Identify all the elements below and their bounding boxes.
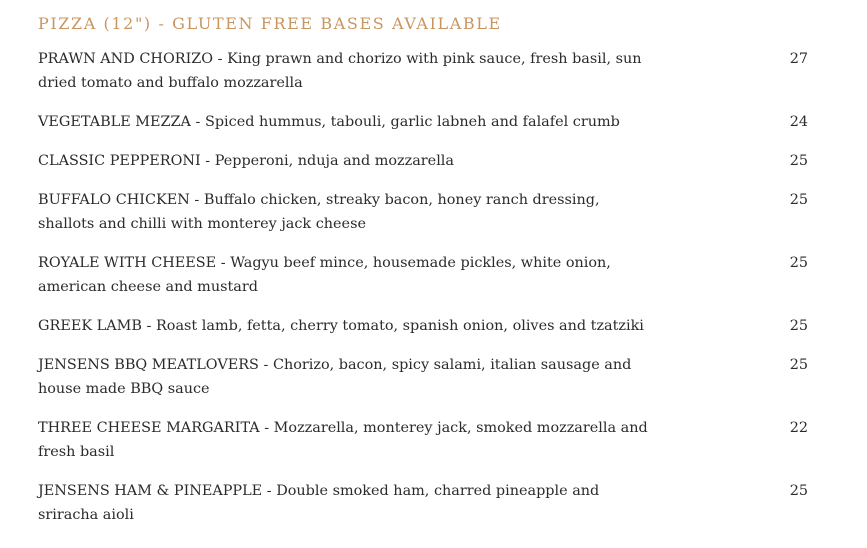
menu-item-description: Roast lamb, fetta, cherry tomato, spanish onion, olives and tzatziki [155,318,644,334]
menu-item-name: PRAWN AND CHORIZO [38,51,214,67]
menu-item-description: Spiced hummus, tabouli, garlic labneh and falafel crumb [204,114,620,130]
menu-item-price: 25 [789,153,808,169]
menu-item-separator: - [259,420,274,436]
menu-section [38,14,818,542]
menu-item [38,149,818,173]
menu-item-name: CLASSIC PEPPERONI [38,153,201,169]
menu-item-name: BUFFALO CHICKEN [38,192,190,208]
menu-item-price: 27 [789,51,808,67]
menu-item-separator: - [189,192,204,208]
menu-item-price: 24 [789,114,808,130]
menu-item-separator: - [258,357,273,373]
menu-item-name: VEGETABLE MEZZA [38,114,191,130]
menu-item-text [38,314,653,338]
menu-item-separator: - [213,51,228,67]
menu-item-name: ROYALE WITH CHEESE [38,255,217,271]
menu-item-text [38,416,653,464]
menu-item [38,353,818,401]
menu-item-description: Double smoked ham, charred pineapple and sriracha aioli [38,483,600,523]
menu-item-name: JENSENS BBQ MEATLOVERS [38,357,259,373]
menu-item-price: 25 [789,255,808,271]
menu-item [38,251,818,299]
menu-item-text [38,479,653,527]
menu-item-price: 25 [789,483,808,499]
menu-item [38,416,818,464]
menu-item [38,314,818,338]
menu-item-description: Chorizo, bacon, spicy salami, italian sausage and house made BBQ sauce [38,357,632,397]
menu-item-description: Mozzarella, monterey jack, smoked mozzarella and fresh basil [38,420,648,460]
menu-item [38,47,818,95]
menu-item-name: GREEK LAMB [38,318,142,334]
menu-item-separator: - [262,483,277,499]
menu-item-text [38,188,653,236]
menu-item-description: Pepperoni, nduja and mozzarella [214,153,454,169]
menu-item-text [38,353,653,401]
menu-item-separator: - [200,153,215,169]
menu-item-description: Wagyu beef mince, housemade pickles, white onion, american cheese and mustard [38,255,611,295]
menu-item-text [38,149,653,173]
menu-item-separator: - [141,318,156,334]
menu-item-description: Buffalo chicken, streaky bacon, honey ranch dressing, shallots and chilli with monterey jack cheese [38,192,600,232]
menu-item-price: 22 [789,420,808,436]
menu-item-text [38,110,653,134]
menu-item [38,479,818,527]
menu-item-price: 25 [789,357,808,373]
menu-item-name: JENSENS HAM & PINEAPPLE [38,483,263,499]
menu-item-separator: - [190,114,205,130]
menu-item-price: 25 [789,318,808,334]
section-title: PIZZA (12") - GLUTEN FREE BASES AVAILABLE [38,14,502,33]
menu-item-name: THREE CHEESE MARGARITA [38,420,260,436]
menu-item [38,188,818,236]
menu-item-price: 25 [789,192,808,208]
menu-item-text [38,251,653,299]
menu-item [38,110,818,134]
menu-item-description: King prawn and chorizo with pink sauce, fresh basil, sun dried tomato and buffalo mozzarella [38,51,642,91]
menu-item-separator: - [216,255,231,271]
menu-item-text [38,47,653,95]
